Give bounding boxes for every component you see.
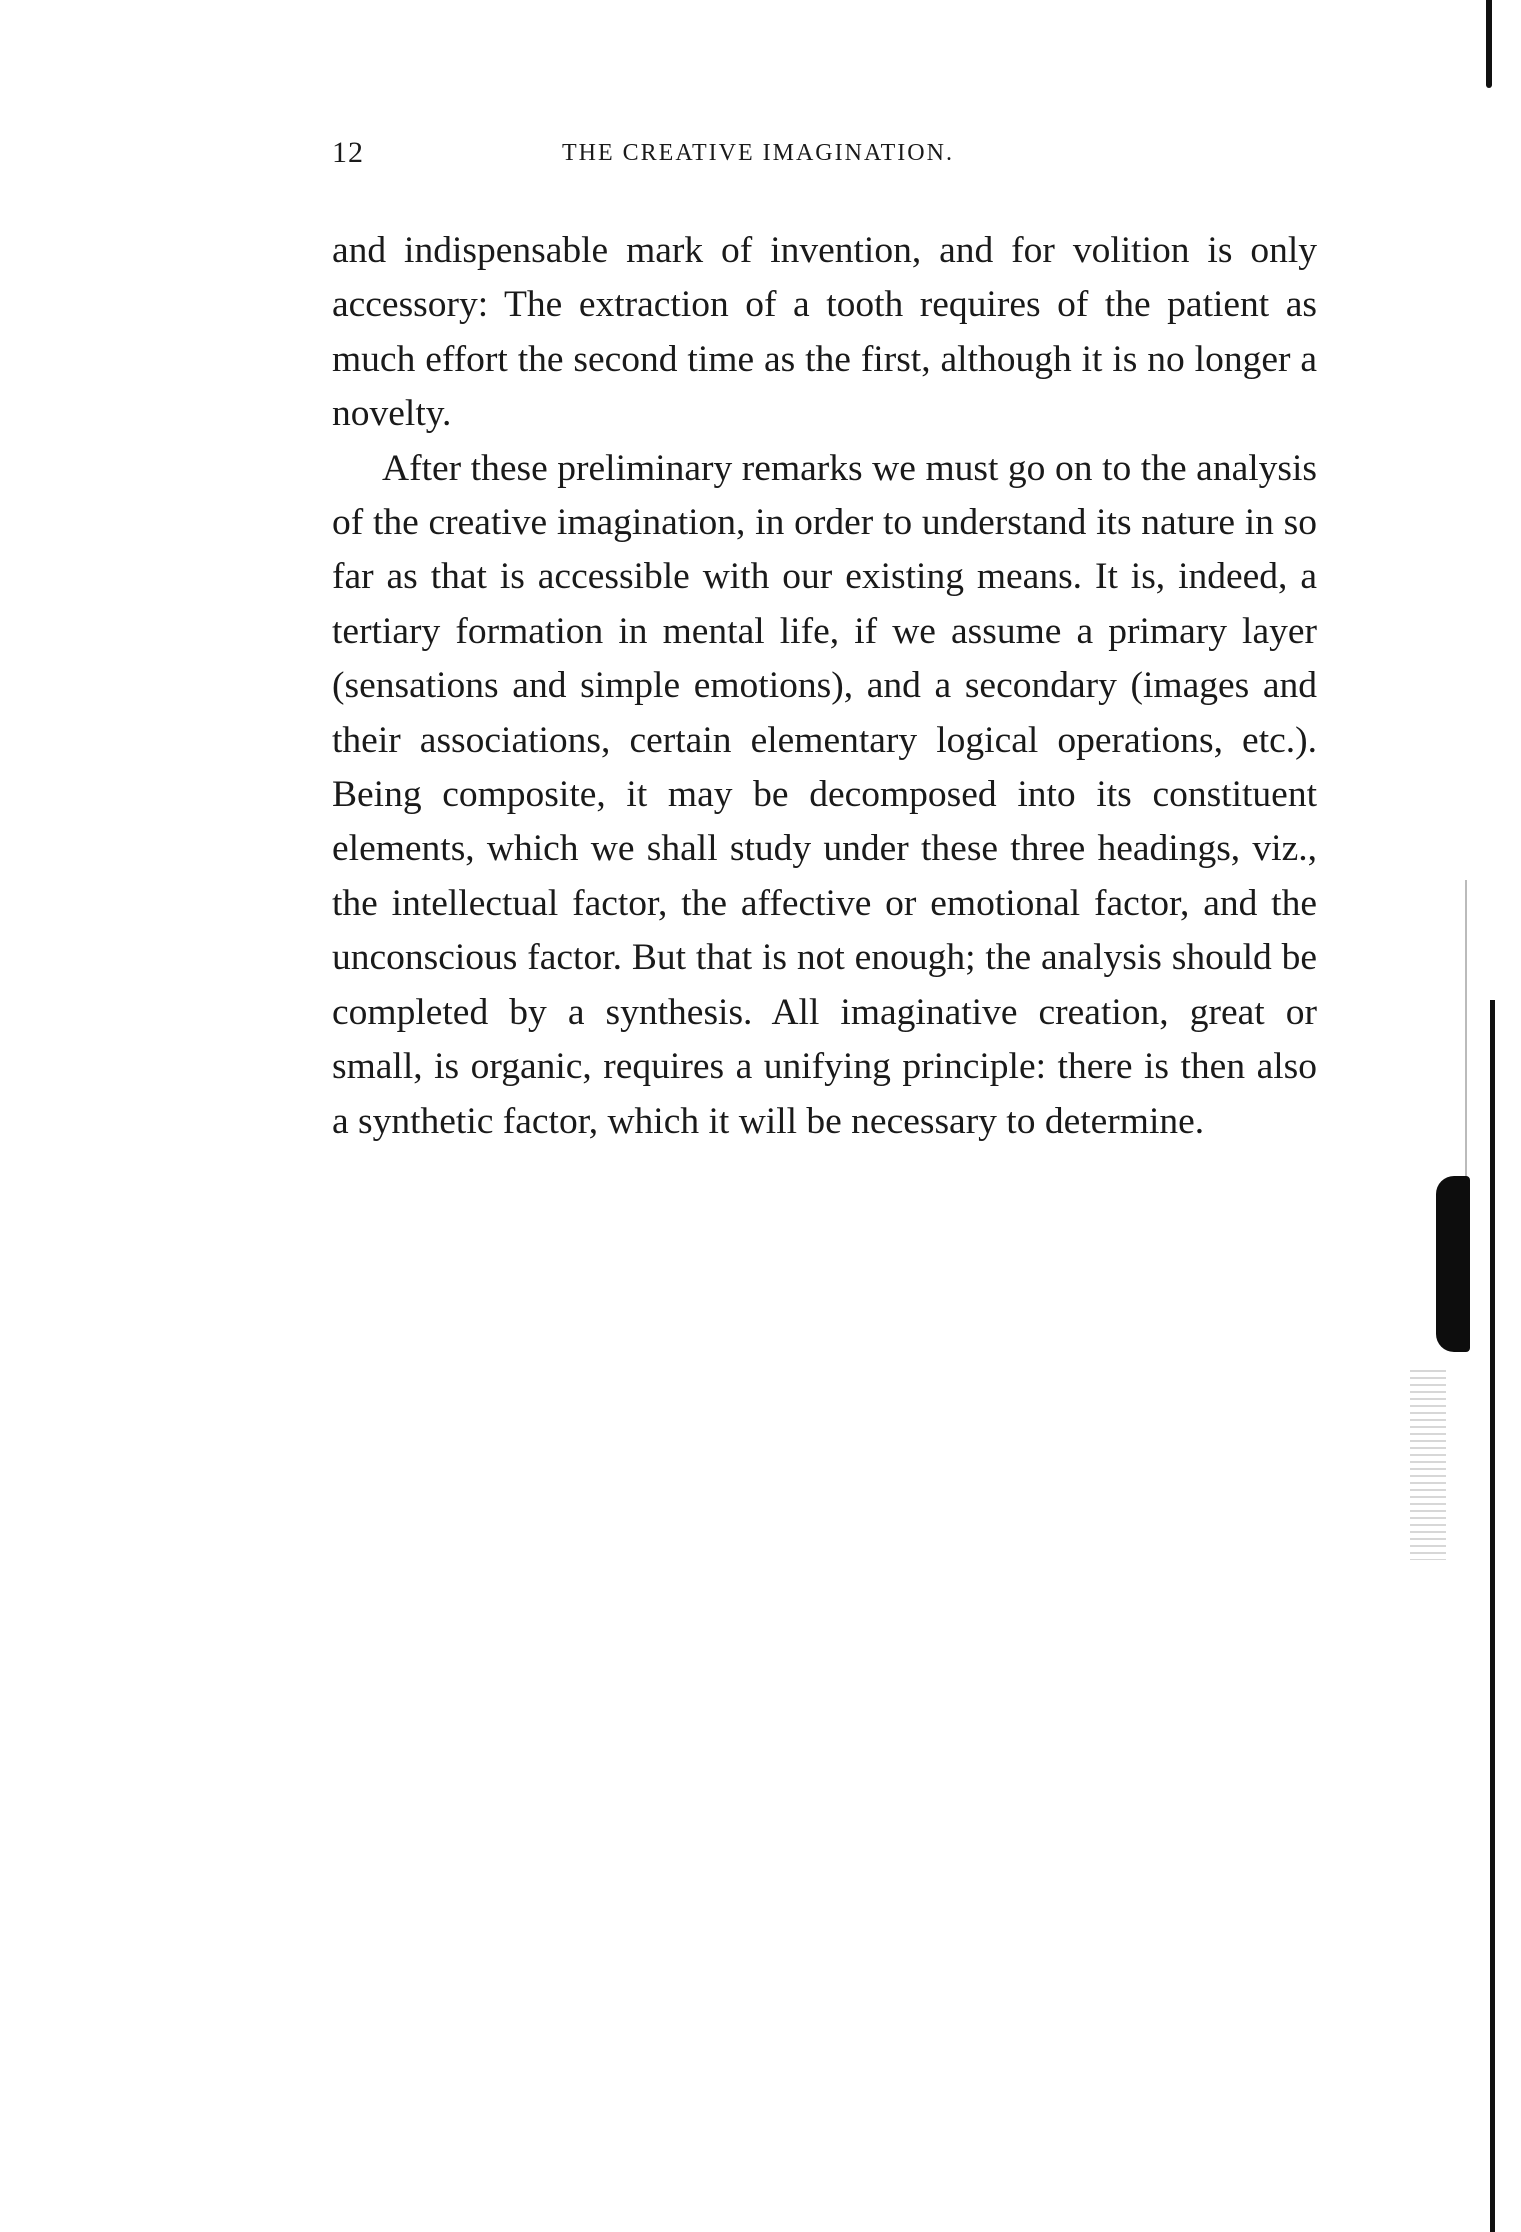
scan-speckle bbox=[1410, 1370, 1446, 1560]
running-head: THE CREATIVE IMAGINATION. bbox=[562, 140, 954, 166]
paragraph-continued: and indispensable mark of invention, and for volition is only accessory: The extraction of a tooth requires of the patient as much effort the second time as the first, although it is no longer a novelty. bbox=[332, 230, 1317, 435]
paragraph: After these preliminary remarks we must go on to the analysis of the creative imagination, in order to understand its nature in so far as that is accessible with our existing means. It is, indeed, a tertiary formation in mental life, if we assume a primary layer (sensations and simple emotions), and a secondary (images and their associations, certain elementary logical operations, etc.). Being composite, it may be decomposed into its constituent elements, which we shall study under these three headings, viz., the intellectual factor, the affective or emotional factor, and the unconscious factor. But that is not enough; the analysis should be completed by a synthesis. All imaginative creation, great or small, is organic, requires a unifying principle: there is then also a synthetic factor, which it will be necessary to determine. bbox=[332, 447, 1317, 1142]
scan-edge-faint-line bbox=[1465, 880, 1467, 1180]
body-text bbox=[332, 224, 1317, 1149]
scan-edge-mark bbox=[1486, 0, 1492, 88]
scan-binding-shadow bbox=[1436, 1176, 1470, 1352]
page-number: 12 bbox=[332, 136, 364, 169]
scan-page-edge bbox=[1490, 1000, 1495, 2232]
page-header bbox=[332, 136, 1332, 176]
